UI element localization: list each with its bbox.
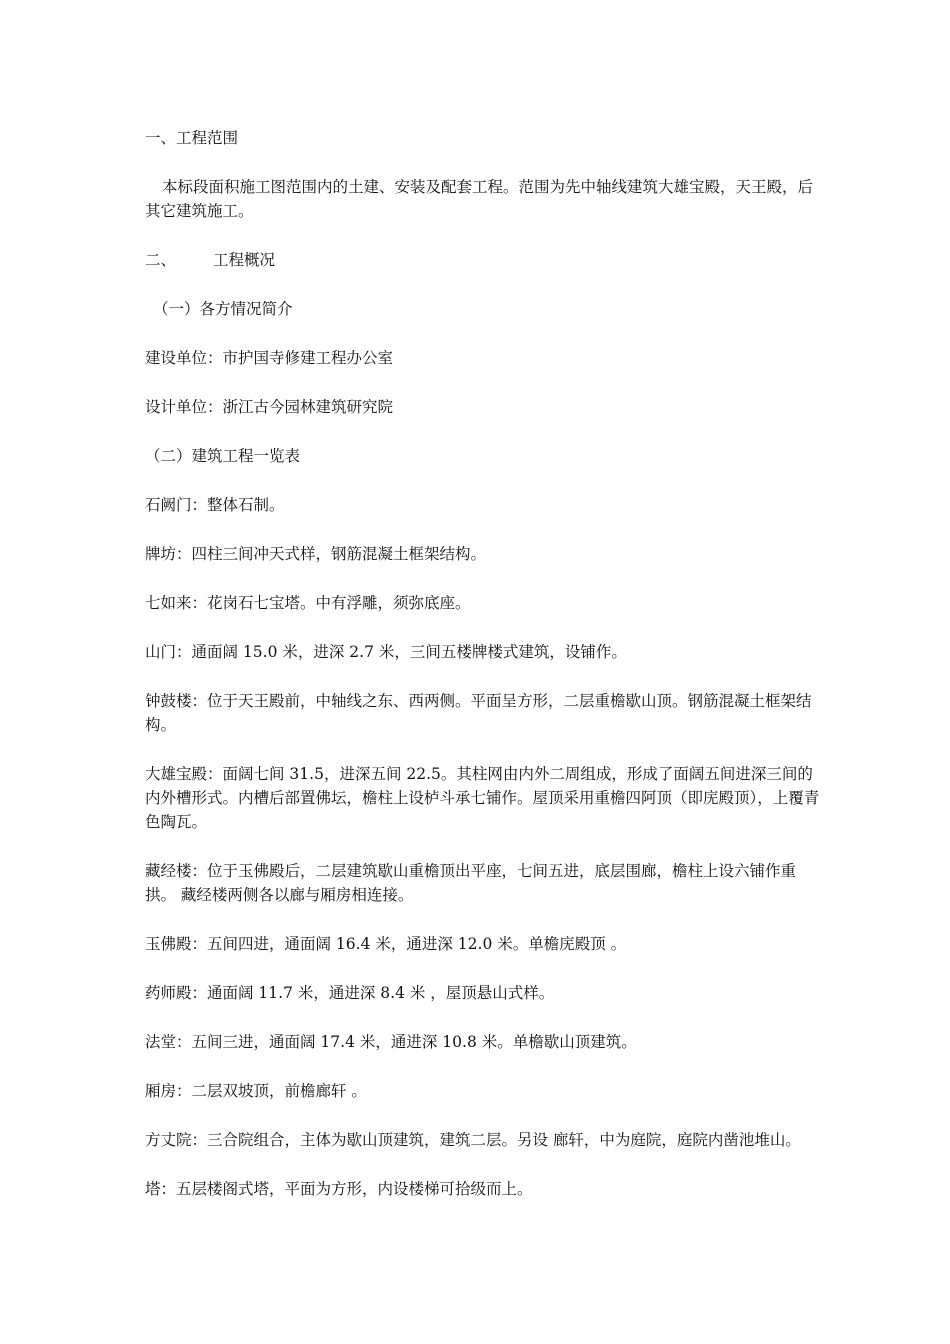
building-item: 药师殿：通面阔 11.7 米，通进深 8.4 米 ，屋顶悬山式样。 xyxy=(145,984,555,1002)
building-item: 山门：通面阔 15.0 米，进深 2.7 米，三间五楼牌楼式建筑，设铺作。 xyxy=(145,643,627,661)
building-item: 石阙门：整体石制。 xyxy=(145,496,285,514)
builder-line: 建设单位：市护国寺修建工程办公室 xyxy=(145,349,394,367)
subsection-heading-buildings: （二）建筑工程一览表 xyxy=(145,447,301,465)
building-item: 塔：五层楼阁式塔，平面为方形，内设楼梯可拾级而上。 xyxy=(145,1180,533,1198)
subsection-heading-parties: （一）各方情况简介 xyxy=(153,300,293,318)
section-heading-scope: 一、工程范围 xyxy=(145,129,239,147)
section-heading-overview xyxy=(145,248,825,272)
building-item: 牌坊：四柱三间冲天式样，钢筋混凝土框架结构。 xyxy=(145,545,487,563)
building-item: 厢房：二层双坡顶，前檐廊轩 。 xyxy=(145,1082,367,1100)
document-page xyxy=(145,126,825,1201)
building-item: 玉佛殿：五间四进，通面阔 16.4 米，通进深 12.0 米。单檐庑殿顶 。 xyxy=(145,935,627,953)
section-number: 二、 xyxy=(145,251,177,269)
scope-paragraph: 本标段面积施工图范围内的土建、安装及配套工程。范围为先中轴线建筑大雄宝殿，天王殿，后其它建筑施工。 xyxy=(145,178,814,220)
designer-line: 设计单位：浙江古今园林建筑研究院 xyxy=(145,398,394,416)
building-item: 法堂：五间三进，通面阔 17.4 米，通进深 10.8 米。单檐歇山顶建筑。 xyxy=(145,1033,637,1051)
section-title: 工程概况 xyxy=(213,251,276,269)
building-item: 大雄宝殿：面阔七间 31.5，进深五间 22.5。其柱网由内外二周组成，形成了面阔五间进深三间的内外槽形式。内槽后部置佛坛，檐柱上设栌斗承七铺作。屋顶采用重檐四阿顶（即庑殿顶），上覆青色陶瓦。 xyxy=(145,765,820,831)
building-item: 藏经楼：位于玉佛殿后，二层建筑歇山重檐顶出平座，七间五进，底层围廊，檐柱上设六铺作重拱。 藏经楼两侧各以廊与厢房相连接。 xyxy=(145,862,797,904)
building-item: 钟鼓楼：位于天王殿前，中轴线之东、西两侧。平面呈方形，二层重檐歇山顶。钢筋混凝土框架结构。 xyxy=(145,692,812,734)
building-item: 方丈院：三合院组合，主体为歇山顶建筑，建筑二层。另设 廊轩，中为庭院，庭院内凿池堆山。 xyxy=(145,1131,801,1149)
building-item: 七如来：花岗石七宝塔。中有浮雕，须弥底座。 xyxy=(145,594,471,612)
